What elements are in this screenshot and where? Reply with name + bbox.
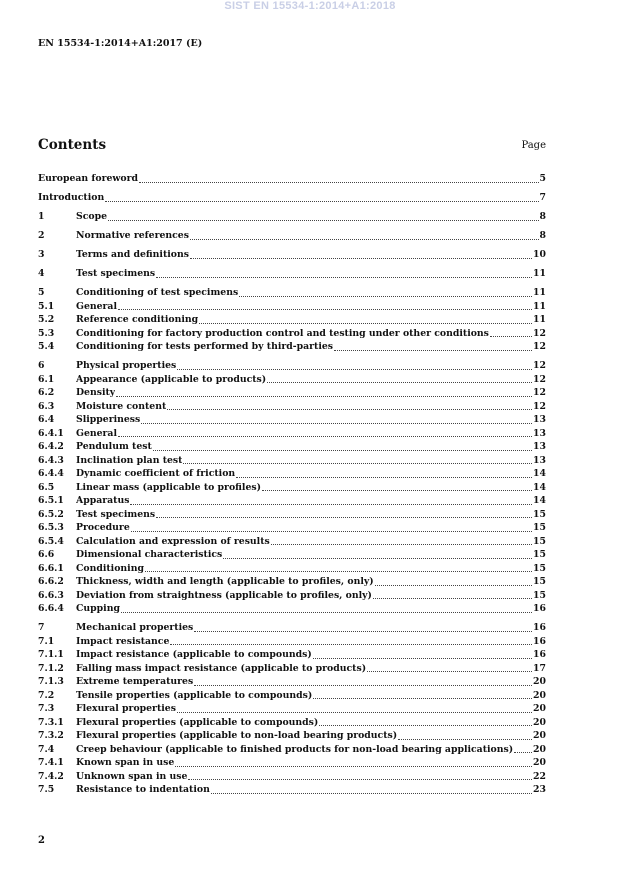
toc-entry[interactable] xyxy=(38,373,546,387)
toc-entry-title: Known span in use xyxy=(76,757,175,768)
dot-leader xyxy=(131,530,532,532)
toc-entry-title: Moisture content xyxy=(76,400,167,412)
document-identifier: EN 15534-1:2014+A1:2017 (E) xyxy=(38,38,203,49)
toc-entry-page: 14 xyxy=(533,495,546,506)
toc-entry-page: 12 xyxy=(533,387,546,398)
toc-entry-number: 6.3 xyxy=(38,400,55,412)
toc-entry-title: Conditioning for tests performed by third-parties xyxy=(76,341,334,352)
contents-heading: Contents xyxy=(38,137,107,153)
dot-leader xyxy=(375,584,532,586)
dot-leader xyxy=(177,368,532,370)
dot-leader xyxy=(118,308,532,310)
toc-entry[interactable] xyxy=(38,191,546,205)
toc-entry-title: General xyxy=(76,427,117,439)
toc-entry-page: 17 xyxy=(533,662,546,674)
toc-entry-page: 20 xyxy=(533,757,546,768)
toc-entry-number: 3 xyxy=(38,249,45,260)
toc-entry[interactable] xyxy=(38,621,546,635)
dot-leader xyxy=(183,462,532,464)
toc-entry[interactable] xyxy=(38,562,546,576)
dot-leader xyxy=(334,349,532,351)
toc-entry[interactable] xyxy=(38,702,546,716)
toc-entry-page: 20 xyxy=(533,703,546,714)
table-of-contents xyxy=(38,172,546,797)
toc-entry-number: 7.3 xyxy=(38,703,55,714)
dot-leader xyxy=(141,422,532,424)
toc-entry[interactable] xyxy=(38,267,546,281)
dot-leader xyxy=(313,657,532,659)
toc-entry-page: 20 xyxy=(533,676,546,687)
toc-entry-title: Falling mass impact resistance (applicable to products) xyxy=(76,662,367,674)
toc-entry-title: European foreword xyxy=(38,173,138,184)
toc-entry-title: Dimensional characteristics xyxy=(76,549,223,560)
dot-leader xyxy=(373,597,532,599)
toc-entry-title: Pendulum test xyxy=(76,441,152,452)
toc-entry[interactable] xyxy=(38,729,546,743)
toc-entry-title: Impact resistance (applicable to compounds) xyxy=(76,649,312,660)
toc-entry[interactable] xyxy=(38,327,546,341)
toc-entry[interactable] xyxy=(38,359,546,373)
toc-entry-title: Creep behaviour (applicable to finished products for non-load bearing applications) xyxy=(76,743,514,755)
toc-entry-number: 6.5.3 xyxy=(38,522,64,533)
toc-entry[interactable] xyxy=(38,770,546,784)
toc-entry-title: Physical properties xyxy=(76,360,177,371)
dot-leader xyxy=(313,697,532,699)
toc-entry-number: 7.5 xyxy=(38,784,55,795)
toc-entry[interactable] xyxy=(38,689,546,703)
toc-entry-page: 10 xyxy=(533,249,546,260)
toc-entry-page: 12 xyxy=(533,341,546,352)
toc-entry-number: 6.2 xyxy=(38,387,55,398)
dot-leader xyxy=(153,449,532,451)
dot-leader xyxy=(156,516,532,518)
toc-entry-number: 7.3.2 xyxy=(38,730,64,741)
dot-leader xyxy=(239,295,532,297)
toc-entry-page: 15 xyxy=(533,589,546,601)
dot-leader xyxy=(211,792,532,794)
dot-leader xyxy=(188,778,532,780)
toc-entry-page: 20 xyxy=(533,743,546,755)
toc-entry[interactable] xyxy=(38,716,546,730)
toc-entry[interactable] xyxy=(38,648,546,662)
dot-leader xyxy=(262,489,532,491)
toc-entry-title: Cupping xyxy=(76,603,120,614)
toc-entry-title: Calculation and expression of results xyxy=(76,535,270,547)
toc-entry-number: 7.2 xyxy=(38,689,55,701)
toc-entry-title: Appearance (applicable to products) xyxy=(76,373,267,385)
toc-entry-page: 13 xyxy=(533,454,546,466)
toc-entry[interactable] xyxy=(38,248,546,262)
toc-entry[interactable] xyxy=(38,413,546,427)
toc-entry-page: 20 xyxy=(533,716,546,728)
toc-entry[interactable] xyxy=(38,286,546,300)
dot-leader xyxy=(175,765,532,767)
toc-entry[interactable] xyxy=(38,400,546,414)
dot-leader xyxy=(177,711,532,713)
toc-entry-page: 16 xyxy=(533,622,546,633)
toc-entry[interactable] xyxy=(38,481,546,495)
dot-leader xyxy=(156,276,532,278)
toc-entry-number: 5.4 xyxy=(38,341,55,352)
toc-entry-page: 12 xyxy=(533,400,546,412)
toc-entry[interactable] xyxy=(38,756,546,770)
dot-leader xyxy=(319,724,532,726)
toc-entry-page: 5 xyxy=(539,173,546,184)
toc-entry-page: 14 xyxy=(533,468,546,479)
toc-entry-number: 5 xyxy=(38,287,45,298)
toc-entry-title: Flexural properties (applicable to non-load bearing products) xyxy=(76,730,398,741)
toc-entry[interactable] xyxy=(38,783,546,797)
toc-entry-page: 11 xyxy=(533,287,546,298)
dot-leader xyxy=(367,670,532,672)
toc-entry[interactable] xyxy=(38,172,546,186)
dot-leader xyxy=(170,643,532,645)
dot-leader xyxy=(514,751,532,753)
dot-leader xyxy=(398,738,532,740)
toc-entry-page: 12 xyxy=(533,327,546,339)
dot-leader xyxy=(121,611,532,613)
dot-leader xyxy=(145,570,532,572)
toc-entry-page: 15 xyxy=(533,562,546,574)
toc-entry-number: 6.6.2 xyxy=(38,576,64,587)
dot-leader xyxy=(118,435,532,437)
toc-entry-title: Scope xyxy=(76,211,107,222)
toc-entry-number: 6.6.1 xyxy=(38,562,64,574)
toc-entry-number: 6.6.3 xyxy=(38,589,64,601)
toc-entry[interactable] xyxy=(38,662,546,676)
toc-entry[interactable] xyxy=(38,300,546,314)
toc-entry[interactable] xyxy=(38,675,546,689)
toc-entry-page: 8 xyxy=(539,230,546,241)
toc-entry-number: 4 xyxy=(38,268,45,279)
toc-entry-title: Conditioning for factory production control and testing under other conditions xyxy=(76,327,489,339)
toc-entry-number: 1 xyxy=(38,211,45,222)
toc-entry-page: 15 xyxy=(533,535,546,547)
toc-entry-page: 13 xyxy=(533,441,546,452)
toc-entry[interactable] xyxy=(38,589,546,603)
toc-entry-number: 6.4.3 xyxy=(38,454,64,466)
dot-leader xyxy=(190,238,539,240)
toc-entry-page: 12 xyxy=(533,373,546,385)
toc-entry-title: Unknown span in use xyxy=(76,770,188,782)
dot-leader xyxy=(267,381,532,383)
toc-entry-number: 7.4.2 xyxy=(38,770,64,782)
toc-entry-number: 6.5.1 xyxy=(38,495,64,506)
toc-entry-title: Reference conditioning xyxy=(76,314,199,325)
toc-entry-page: 15 xyxy=(533,522,546,533)
toc-entry[interactable] xyxy=(38,535,546,549)
toc-entry-page: 15 xyxy=(533,576,546,587)
toc-entry-title: Thickness, width and length (applicable to profiles, only) xyxy=(76,576,374,587)
toc-entry-page: 7 xyxy=(539,192,546,203)
toc-entry-title: Test specimens xyxy=(76,268,156,279)
toc-entry-title: Procedure xyxy=(76,522,130,533)
toc-entry-page: 15 xyxy=(533,549,546,560)
toc-entry-number: 7.1.2 xyxy=(38,662,64,674)
dot-leader xyxy=(194,684,532,686)
toc-entry-number: 5.1 xyxy=(38,300,55,312)
toc-entry-title: Resistance to indentation xyxy=(76,784,210,795)
toc-entry-page: 20 xyxy=(533,689,546,701)
toc-entry-page: 16 xyxy=(533,635,546,647)
toc-entry[interactable] xyxy=(38,494,546,508)
toc-entry-title: Deviation from straightness (applicable to profiles, only) xyxy=(76,589,372,601)
toc-entry-title: Apparatus xyxy=(76,495,130,506)
toc-entry-title: Introduction xyxy=(38,192,105,203)
toc-entry-number: 6.6.4 xyxy=(38,603,64,614)
dot-leader xyxy=(194,630,532,632)
toc-entry-title: Slipperiness xyxy=(76,414,141,425)
page-column-label: Page xyxy=(521,140,546,151)
toc-entry-number: 6.4.1 xyxy=(38,427,64,439)
toc-entry-number: 7.4.1 xyxy=(38,757,64,768)
toc-entry-title: Conditioning xyxy=(76,562,144,574)
toc-entry[interactable] xyxy=(38,575,546,589)
dot-leader xyxy=(167,408,532,410)
toc-entry-number: 7.1.3 xyxy=(38,676,64,687)
toc-entry-title: Mechanical properties xyxy=(76,622,194,633)
toc-entry[interactable] xyxy=(38,210,546,224)
toc-entry-number: 6.4.4 xyxy=(38,468,64,479)
toc-entry[interactable] xyxy=(38,386,546,400)
dot-leader xyxy=(271,543,532,545)
toc-entry[interactable] xyxy=(38,743,546,757)
dot-leader xyxy=(223,557,532,559)
toc-entry-title: Dynamic coefficient of friction xyxy=(76,468,236,479)
toc-entry-number: 7 xyxy=(38,622,45,633)
toc-entry-page: 13 xyxy=(533,427,546,439)
toc-entry[interactable] xyxy=(38,521,546,535)
toc-entry-number: 7.1.1 xyxy=(38,649,64,660)
toc-entry-number: 5.2 xyxy=(38,314,55,325)
dot-leader xyxy=(190,257,532,259)
toc-entry-number: 6.5 xyxy=(38,481,55,493)
dot-leader xyxy=(116,395,532,397)
toc-entry-title: Test specimens xyxy=(76,508,156,520)
toc-entry-number: 7.4 xyxy=(38,743,55,755)
toc-entry-number: 2 xyxy=(38,230,45,241)
dot-leader xyxy=(108,219,539,221)
toc-entry[interactable] xyxy=(38,467,546,481)
toc-entry-page: 11 xyxy=(533,268,546,279)
toc-entry-title: Linear mass (applicable to profiles) xyxy=(76,481,261,493)
toc-entry-page: 13 xyxy=(533,414,546,425)
toc-entry-number: 7.1 xyxy=(38,635,55,647)
dot-leader xyxy=(199,322,532,324)
toc-entry[interactable] xyxy=(38,602,546,616)
toc-entry-page: 15 xyxy=(533,508,546,520)
toc-entry[interactable] xyxy=(38,427,546,441)
toc-entry-number: 7.3.1 xyxy=(38,716,64,728)
toc-entry-number: 6.6 xyxy=(38,549,55,560)
toc-entry-number: 6.4 xyxy=(38,414,55,425)
dot-leader xyxy=(105,200,538,202)
toc-entry-title: Impact resistance xyxy=(76,635,170,647)
toc-entry-number: 6.5.2 xyxy=(38,508,64,520)
toc-entry-page: 16 xyxy=(533,603,546,614)
toc-entry-title: Conditioning of test specimens xyxy=(76,287,239,298)
toc-entry-page: 23 xyxy=(533,784,546,795)
toc-entry[interactable] xyxy=(38,454,546,468)
toc-entry-page: 20 xyxy=(533,730,546,741)
toc-entry[interactable] xyxy=(38,229,546,243)
toc-entry-page: 16 xyxy=(533,649,546,660)
toc-entry[interactable] xyxy=(38,440,546,454)
toc-entry-page: 8 xyxy=(539,211,546,222)
toc-entry[interactable] xyxy=(38,635,546,649)
toc-entry-page: 12 xyxy=(533,360,546,371)
toc-entry-title: Extreme temperatures xyxy=(76,676,194,687)
toc-entry-title: Tensile properties (applicable to compounds) xyxy=(76,689,313,701)
toc-entry-title: General xyxy=(76,300,117,312)
toc-entry[interactable] xyxy=(38,313,546,327)
toc-entry-title: Density xyxy=(76,387,116,398)
toc-entry-title: Terms and definitions xyxy=(76,249,189,260)
toc-entry-title: Inclination plan test xyxy=(76,454,183,466)
toc-entry[interactable] xyxy=(38,548,546,562)
toc-entry-title: Flexural properties (applicable to compounds) xyxy=(76,716,319,728)
toc-entry-page: 11 xyxy=(533,300,546,312)
toc-entry-number: 6.1 xyxy=(38,373,55,385)
toc-entry-page: 11 xyxy=(533,314,546,325)
toc-entry-number: 6.5.4 xyxy=(38,535,64,547)
dot-leader xyxy=(139,181,539,183)
toc-entry-page: 14 xyxy=(533,481,546,493)
toc-entry-number: 6 xyxy=(38,360,45,371)
toc-entry-title: Normative references xyxy=(76,230,189,241)
toc-entry-page: 22 xyxy=(533,770,546,782)
toc-entry[interactable] xyxy=(38,340,546,354)
footer-page-number: 2 xyxy=(38,835,45,846)
dot-leader xyxy=(236,476,532,478)
toc-entry-number: 6.4.2 xyxy=(38,441,64,452)
watermark: SIST EN 15534-1:2014+A1:2018 xyxy=(224,0,396,12)
dot-leader xyxy=(130,503,532,505)
toc-entry-title: Flexural properties xyxy=(76,703,176,714)
toc-entry-number: 5.3 xyxy=(38,327,55,339)
dot-leader xyxy=(490,335,532,337)
toc-entry[interactable] xyxy=(38,508,546,522)
